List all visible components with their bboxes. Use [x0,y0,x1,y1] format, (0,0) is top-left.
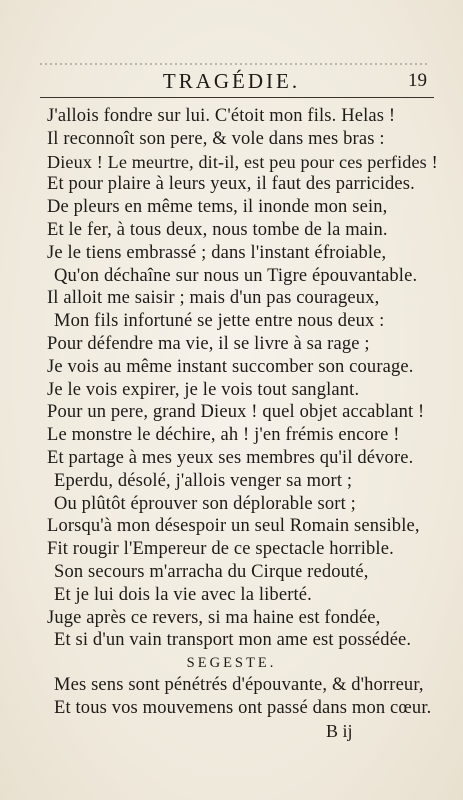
header-rule [40,97,434,98]
verse-line: Pour défendre ma vie, il se livre à sa rage ; [47,334,370,354]
verse-line: De pleurs en même tems, il inonde mon sein, [47,197,388,218]
reply-line: Mes sens sont pénétrés d'épouvante, & d'horreur, [54,675,424,696]
verse-line: Et je lui dois la vie avec la liberté. [54,584,312,605]
page-number: 19 [408,70,427,91]
verse-line: Fit rougir l'Empereur de ce spectacle horrible. [47,539,394,560]
verse-line: Lorsqu'à mon désespoir un seul Romain sensible, [47,516,420,537]
running-head [0,67,463,95]
verse-line: Ou plûtôt éprouver son déplorable sort ; [54,493,356,514]
verse-line: Il alloit me saisir ; mais d'un pas courageux, [47,288,380,309]
running-title: TRAGÉDIE. [162,69,301,93]
top-dotted-rule [40,63,430,65]
reply-line: Et tous vos mouvemens ont passé dans mon cœur. [54,698,432,718]
verse-line: Mon fils infortuné se jette entre nous deux : [54,311,385,332]
verse-line: Dieux ! Le meurtre, dit-il, est peu pour ces perfides ! [47,151,438,172]
verse-line: Qu'on déchaîne sur nous un Tigre épouvantable. [54,265,418,286]
verse-line: Je le vois expirer, je le vois tout sanglant. [47,379,360,400]
verse-line: Il reconnoît son pere, & vole dans mes bras : [47,128,385,149]
verse-line: Eperdu, désolé, j'allois venger sa mort ; [54,470,353,491]
verse-line: Et partage à mes yeux ses membres qu'il dévore. [47,448,414,468]
verse-line: Je le tiens embrassé ; dans l'instant éfroiable, [47,242,387,263]
verse-line: Pour un pere, grand Dieux ! quel objet accablant ! [47,402,425,423]
verse-line: J'allois fondre sur lui. C'étoit mon fils. Helas ! [47,106,396,126]
speaker-name: SEGESTE. [186,655,277,672]
verse-line: Je vois au même instant succomber son courage. [47,356,414,377]
verse-line: Le monstre le déchire, ah ! j'en frémis encore ! [47,425,400,446]
verse-line: Juge après ce revers, si ma haine est fondée, [47,607,381,628]
signature-mark: B ij [326,720,353,741]
verse-line: Et le fer, à tous deux, nous tombe de la main. [47,220,388,240]
verse-line: Son secours m'arracha du Cirque redouté, [54,562,369,582]
verse-line: Et pour plaire à leurs yeux, il faut des parricides. [47,174,415,195]
verse-line: Et si d'un vain transport mon ame est possédée. [54,630,412,651]
